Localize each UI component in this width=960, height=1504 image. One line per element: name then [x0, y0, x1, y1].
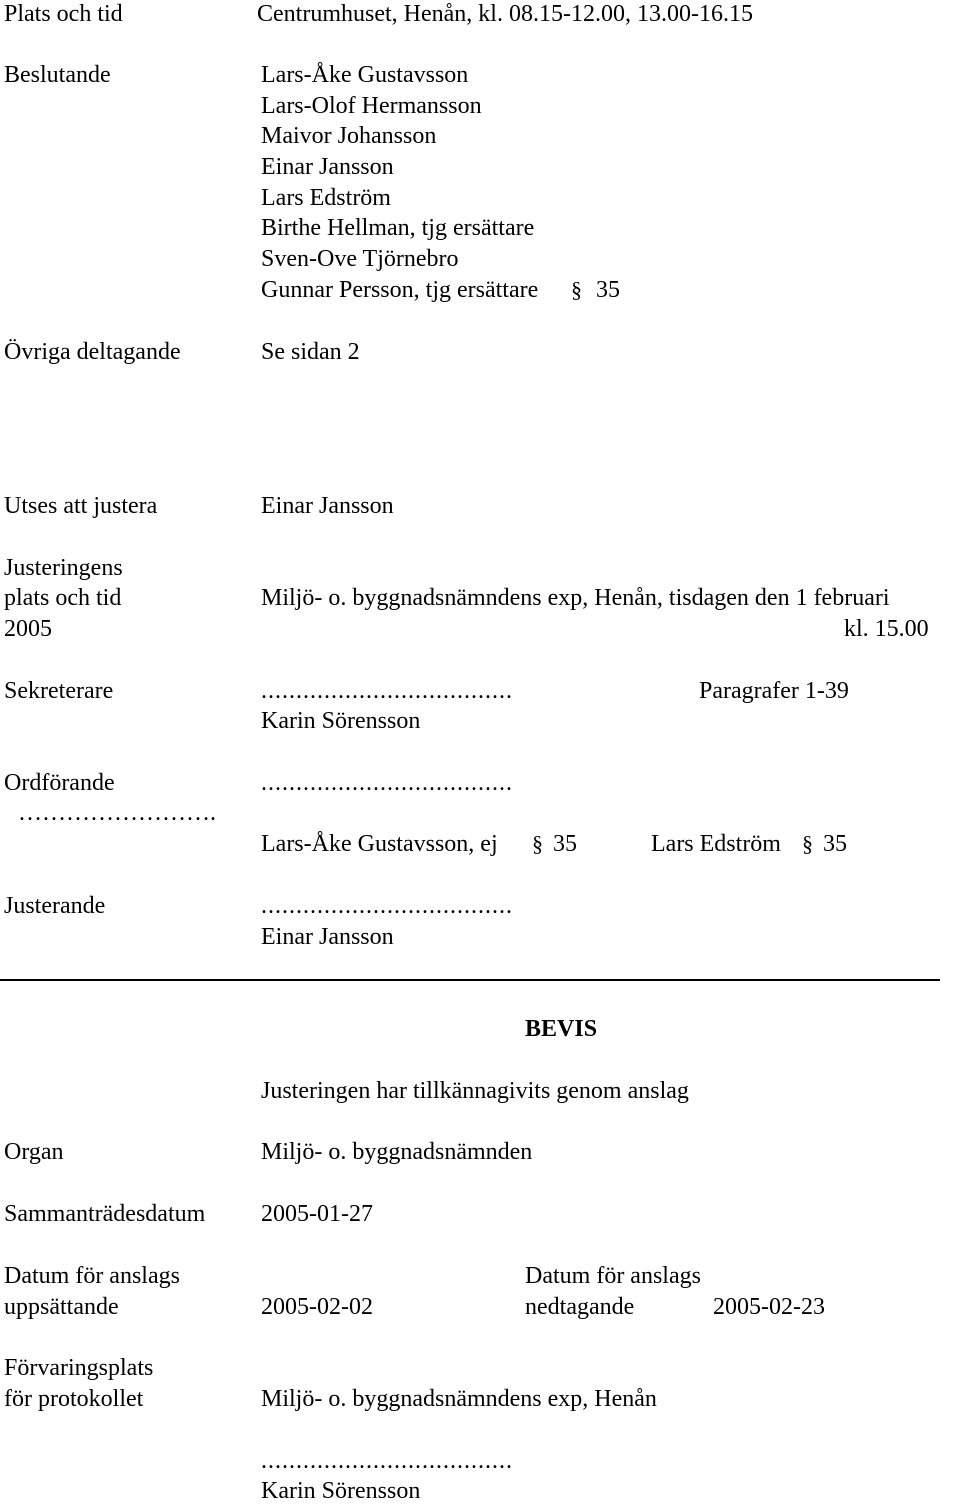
datum-value: 2005-01-27	[261, 1201, 373, 1227]
justera-value: Einar Jansson	[261, 493, 394, 519]
plats-value: Centrumhuset, Henån, kl. 08.15-12.00, 13.00-16.15	[257, 1, 753, 27]
ordforande-label: Ordförande	[4, 770, 115, 796]
justeringens-year: 2005	[4, 616, 52, 642]
bevis-title: BEVIS	[525, 1016, 598, 1042]
uppsattande-label-1: Datum för anslags	[4, 1263, 180, 1289]
organ-label: Organ	[4, 1139, 64, 1165]
ordforande-ref1: 35	[553, 831, 577, 857]
ordforande-ref2: 35	[823, 831, 847, 857]
uppsattande-value: 2005-02-02	[261, 1294, 373, 1320]
justerande-label: Justerande	[4, 893, 106, 919]
justerande-signature-dots: ....................................	[261, 893, 513, 919]
member-7: Sven-Ove Tjörnebro	[261, 246, 459, 272]
member-8: Gunnar Persson, tjg ersättare	[261, 277, 539, 303]
member-3: Maivor Johansson	[261, 123, 437, 149]
justera-label: Utses att justera	[4, 493, 158, 519]
plats-label: Plats och tid	[4, 1, 123, 27]
member-4: Einar Jansson	[261, 154, 394, 180]
section-divider	[0, 979, 940, 981]
sekreterare-label: Sekreterare	[4, 678, 114, 704]
bevis-signature-name: Karin Sörensson	[261, 1478, 421, 1504]
justeringens-label-2: plats och tid	[4, 585, 122, 611]
paragrafer: Paragrafer 1-39	[699, 678, 849, 704]
justeringens-label-1: Justeringens	[4, 555, 123, 581]
nedtagande-value: 2005-02-23	[713, 1294, 825, 1320]
sekreterare-signature-dots: ....................................	[261, 678, 513, 704]
ovriga-label: Övriga deltagande	[4, 339, 181, 365]
nedtagande-label-1: Datum för anslags	[525, 1263, 701, 1289]
ordforande-name2: Lars Edström	[651, 831, 781, 857]
ordforande-dots-line2: …………………….	[18, 800, 216, 826]
member-8-ref: 35	[596, 277, 620, 303]
ovriga-value: Se sidan 2	[261, 339, 360, 365]
sekreterare-name: Karin Sörensson	[261, 708, 421, 734]
forvaring-value: Miljö- o. byggnadsnämndens exp, Henån	[261, 1386, 657, 1412]
ordforande-name1: Lars-Åke Gustavsson, ej	[261, 831, 498, 857]
member-1: Lars-Åke Gustavsson	[261, 62, 469, 88]
ordforande-signature-dots: ....................................	[261, 770, 513, 796]
nedtagande-label-2: nedtagande	[525, 1294, 635, 1320]
paragraph-symbol: §	[802, 831, 813, 856]
member-2: Lars-Olof Hermansson	[261, 93, 482, 119]
organ-value: Miljö- o. byggnadsnämnden	[261, 1139, 533, 1165]
datum-label: Sammanträdesdatum	[4, 1201, 206, 1227]
justerande-name: Einar Jansson	[261, 924, 394, 950]
justeringens-time: kl. 15.00	[844, 616, 929, 642]
paragraph-symbol: §	[571, 277, 582, 302]
member-5: Lars Edström	[261, 185, 391, 211]
member-6: Birthe Hellman, tjg ersättare	[261, 215, 535, 241]
justeringens-value: Miljö- o. byggnadsnämndens exp, Henån, tisdagen den 1 februari	[261, 585, 890, 611]
forvaring-label-2: för protokollet	[4, 1386, 144, 1412]
paragraph-symbol: §	[532, 831, 543, 856]
uppsattande-label-2: uppsättande	[4, 1294, 119, 1320]
beslutande-label: Beslutande	[4, 62, 111, 88]
bevis-statement: Justeringen har tillkännagivits genom anslag	[261, 1078, 689, 1104]
forvaring-label-1: Förvaringsplats	[4, 1355, 154, 1381]
bevis-signature-dots: ....................................	[261, 1448, 513, 1474]
